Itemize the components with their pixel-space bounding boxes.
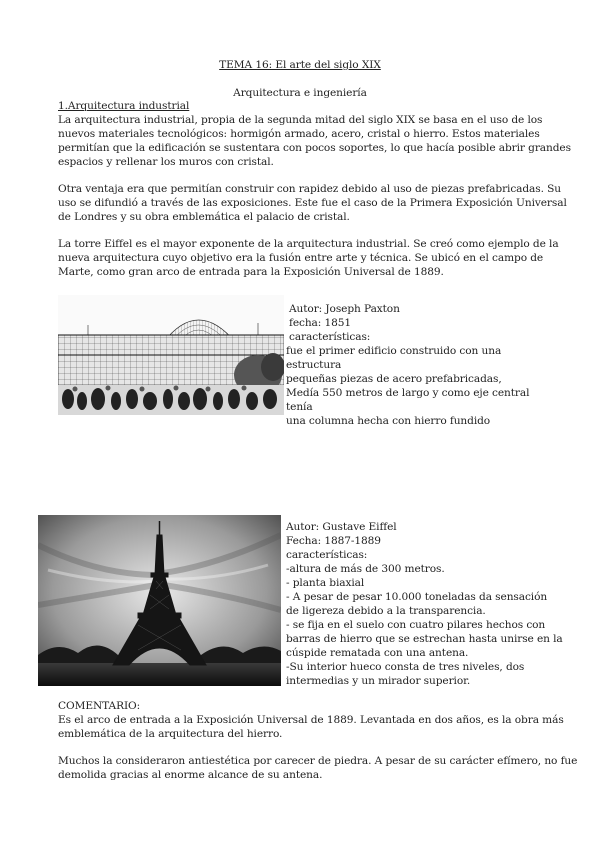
- text-line: permitían que la edificación se sustentara con pocos soportes, lo que hacía posible abrir grandes: [58, 142, 571, 154]
- text-line: tenía: [286, 401, 313, 413]
- text-line: - planta biaxial: [286, 577, 365, 589]
- text-line: Marte, como gran arco de entrada para la Exposición Universal de 1889.: [58, 266, 444, 278]
- text-line: nuevos materiales tecnológicos: hormigón armado, acero, cristal o hierro. Estos materiales: [58, 128, 540, 140]
- text-line: demolida gracias al enorme alcance de su antena.: [58, 769, 323, 781]
- text-line: pequeñas piezas de acero prefabricadas,: [286, 373, 502, 385]
- page-title: TEMA 16: El arte del siglo XIX: [219, 59, 381, 71]
- work-date: Fecha: 1887-1889: [286, 535, 381, 547]
- text-line: espacios y rellenar los muros con cristal.: [58, 156, 274, 168]
- text-line: -Su interior hueco consta de tres niveles, dos: [286, 661, 525, 673]
- text-line: nueva arquitectura cuyo objetivo era la fusión entre arte y técnica. Se ubicó en el campo de: [58, 252, 544, 264]
- text-line: La arquitectura industrial, propia de la segunda mitad del siglo XIX se basa en el uso de los: [58, 114, 543, 126]
- text-line: intermedias y un mirador superior.: [286, 675, 471, 687]
- text-line: una columna hecha con hierro fundido: [286, 415, 491, 427]
- section-heading: 1.Arquitectura industrial: [58, 100, 190, 112]
- comment-heading: COMENTARIO:: [58, 700, 141, 712]
- work-author: Autor: Joseph Paxton: [289, 303, 400, 315]
- text-line: barras de hierro que se estrechan hasta unirse en la: [286, 633, 563, 645]
- text-line: Medía 550 metros de largo y como eje central: [286, 387, 530, 399]
- text-line: -altura de más de 300 metros.: [286, 563, 445, 575]
- work-author: Autor: Gustave Eiffel: [286, 521, 397, 533]
- work-features-label: características:: [289, 331, 371, 343]
- text-line: emblemática de la arquitectura del hierro.: [58, 728, 283, 740]
- text-line: Es el arco de entrada a la Exposición Universal de 1889. Levantada en dos años, es la obra más: [58, 714, 564, 726]
- text-line: fue el primer edificio construido con una: [286, 345, 502, 357]
- text-line: Muchos la consideraron antiestética por carecer de piedra. A pesar de su carácter efímero, no fue: [58, 755, 578, 767]
- work-features-label: características:: [286, 549, 368, 561]
- text-line: de ligereza debido a la transparencia.: [286, 605, 486, 617]
- text-line: - se fija en el suelo con cuatro pilares hechos con: [286, 619, 546, 631]
- text-line: de Londres y su obra emblemática el palacio de cristal.: [58, 211, 350, 223]
- work-date: fecha: 1851: [289, 317, 352, 329]
- text-line: estructura: [286, 359, 342, 371]
- text-line: cúspide rematada con una antena.: [286, 647, 469, 659]
- text-line: uso se difundió a través de las exposiciones. Este fue el caso de la Primera Exposición Universal: [58, 197, 567, 209]
- text-line: Otra ventaja era que permitían construir con rapidez debido al uso de piezas prefabricadas. Su: [58, 183, 562, 195]
- page-subtitle: Arquitectura e ingeniería: [233, 87, 367, 99]
- text-line: La torre Eiffel es el mayor exponente de la arquitectura industrial. Se creó como ejemplo de la: [58, 238, 559, 250]
- text-line: - A pesar de pesar 10.000 toneladas da sensación: [286, 591, 548, 603]
- eiffel-tower-image: [38, 515, 281, 686]
- crystal-palace-image: [58, 295, 284, 415]
